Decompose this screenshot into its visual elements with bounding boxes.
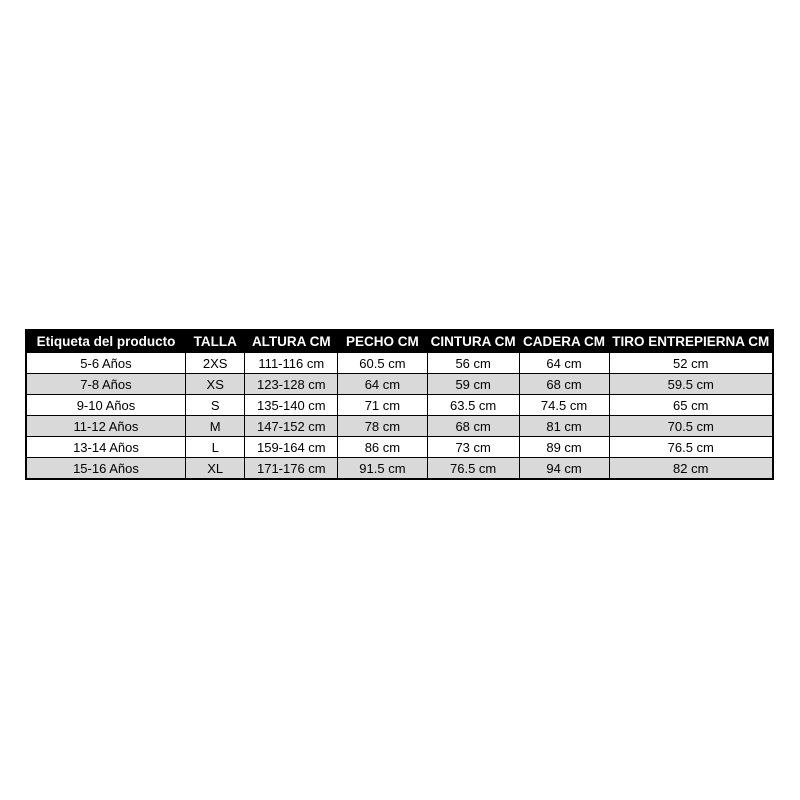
cell-height: 135-140 cm (245, 395, 338, 416)
cell-chest: 78 cm (338, 416, 428, 437)
table-row (26, 353, 773, 374)
cell-hip: 89 cm (519, 437, 609, 458)
header-product-label: Etiqueta del producto (26, 330, 185, 353)
cell-height: 111-116 cm (245, 353, 338, 374)
cell-inseam: 65 cm (609, 395, 773, 416)
header-waist: CINTURA CM (427, 330, 519, 353)
cell-waist: 76.5 cm (427, 458, 519, 480)
cell-size: M (185, 416, 245, 437)
header-row (26, 330, 773, 353)
cell-height: 147-152 cm (245, 416, 338, 437)
cell-height: 123-128 cm (245, 374, 338, 395)
cell-inseam: 82 cm (609, 458, 773, 480)
cell-size: XS (185, 374, 245, 395)
cell-height: 171-176 cm (245, 458, 338, 480)
table-row (26, 416, 773, 437)
cell-product-label: 5-6 Años (26, 353, 185, 374)
header-height: ALTURA CM (245, 330, 338, 353)
header-hip: CADERA CM (519, 330, 609, 353)
cell-height: 159-164 cm (245, 437, 338, 458)
header-chest: PECHO CM (338, 330, 428, 353)
cell-waist: 59 cm (427, 374, 519, 395)
header-inseam: TIRO ENTREPIERNA CM (609, 330, 773, 353)
cell-chest: 71 cm (338, 395, 428, 416)
table-row (26, 437, 773, 458)
table-row (26, 458, 773, 480)
table-header (26, 330, 773, 353)
cell-size: S (185, 395, 245, 416)
cell-waist: 56 cm (427, 353, 519, 374)
cell-size: L (185, 437, 245, 458)
table-body (26, 353, 773, 480)
table-row (26, 374, 773, 395)
cell-product-label: 11-12 Años (26, 416, 185, 437)
table-row (26, 395, 773, 416)
cell-size: XL (185, 458, 245, 480)
cell-product-label: 15-16 Años (26, 458, 185, 480)
cell-waist: 63.5 cm (427, 395, 519, 416)
cell-hip: 94 cm (519, 458, 609, 480)
cell-inseam: 52 cm (609, 353, 773, 374)
cell-product-label: 13-14 Años (26, 437, 185, 458)
cell-waist: 68 cm (427, 416, 519, 437)
cell-chest: 60.5 cm (338, 353, 428, 374)
cell-chest: 64 cm (338, 374, 428, 395)
cell-size: 2XS (185, 353, 245, 374)
cell-inseam: 70.5 cm (609, 416, 773, 437)
cell-inseam: 76.5 cm (609, 437, 773, 458)
cell-product-label: 7-8 Años (26, 374, 185, 395)
cell-inseam: 59.5 cm (609, 374, 773, 395)
header-size: TALLA (185, 330, 245, 353)
size-chart-table (25, 329, 774, 480)
cell-hip: 74.5 cm (519, 395, 609, 416)
cell-hip: 81 cm (519, 416, 609, 437)
cell-waist: 73 cm (427, 437, 519, 458)
cell-hip: 64 cm (519, 353, 609, 374)
cell-product-label: 9-10 Años (26, 395, 185, 416)
cell-chest: 91.5 cm (338, 458, 428, 480)
cell-hip: 68 cm (519, 374, 609, 395)
cell-chest: 86 cm (338, 437, 428, 458)
